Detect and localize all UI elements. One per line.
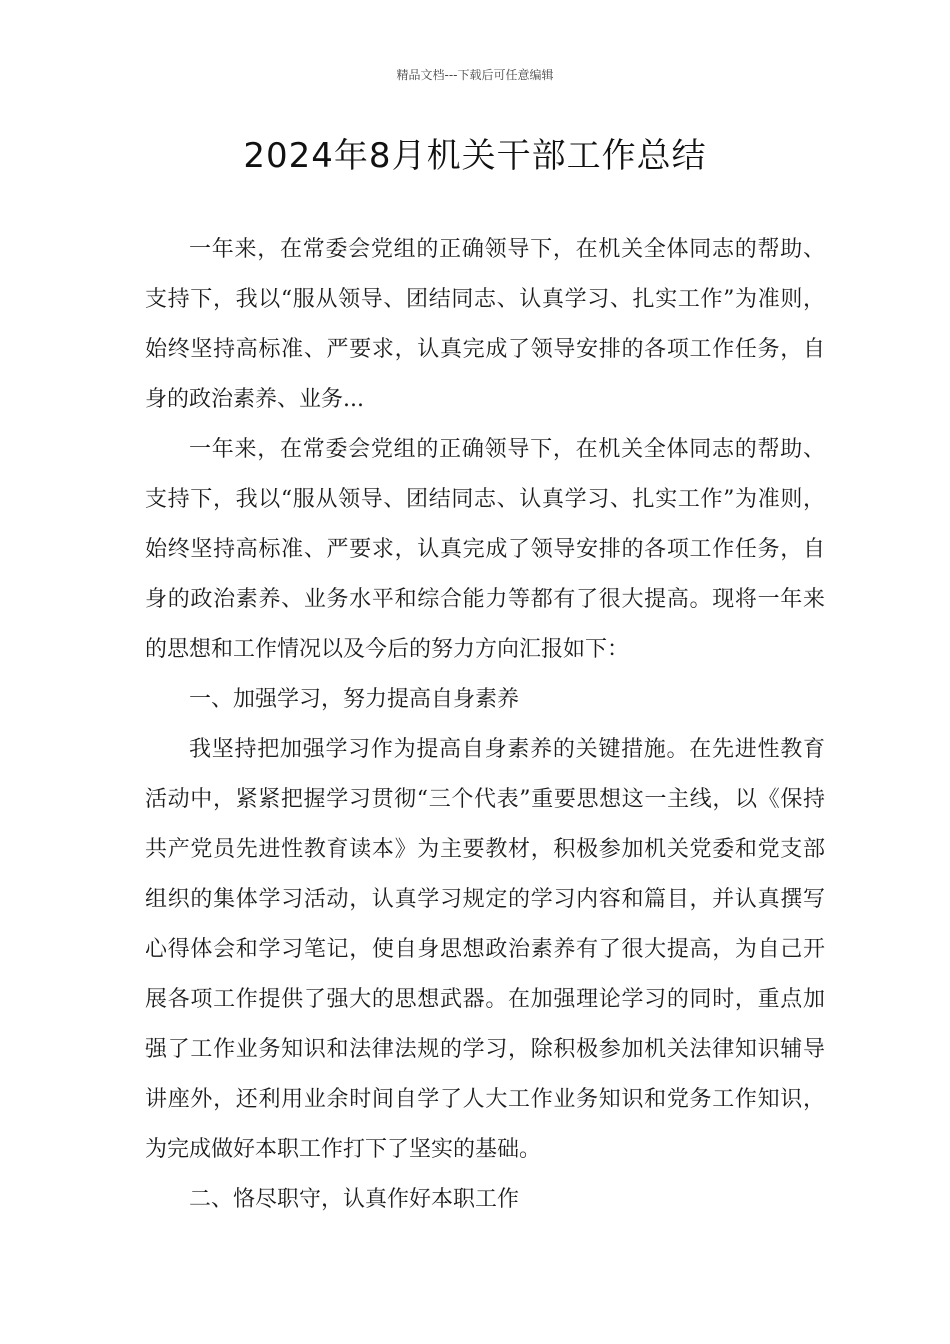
section-heading-1: 一、加强学习，努力提高自身素养 [189, 687, 520, 712]
section-heading-2: 二、恪尽职守，认真作好本职工作 [189, 1187, 520, 1212]
paragraph-intro-excerpt: 一年来，在常委会党组的正确领导下，在机关全体同志的帮助、支持下，我以“服从领导、团结同志、认真学习、扎实工作”为准则，始终坚持高标准、严要求，认真完成了领导安排的各项工作任务，自身的政治素养、业务... [145, 237, 825, 412]
header-note: 精品文档---下载后可任意编辑 [396, 68, 554, 82]
document-body [145, 225, 825, 1225]
paragraph-intro-full: 一年来，在常委会党组的正确领导下，在机关全体同志的帮助、支持下，我以“服从领导、团结同志、认真学习、扎实工作”为准则，始终坚持高标准、严要求，认真完成了领导安排的各项工作任务，自身的政治素养、业务水平和综合能力等都有了很大提高。现将一年来的思想和工作情况以及今后的努力方向汇报如下： [145, 437, 825, 662]
paragraph-study: 我坚持把加强学习作为提高自身素养的关键措施。在先进性教育活动中，紧紧把握学习贯彻“三个代表”重要思想这一主线，以《保持共产党员先进性教育读本》为主要教材，积极参加机关党委和党支部组织的集体学习活动，认真学习规定的学习内容和篇目，并认真撰写心得体会和学习笔记，使自身思想政治素养有了很大提高，为自己开展各项工作提供了强大的思想武器。在加强理论学习的同时，重点加强了工作业务知识和法律法规的学习，除积极参加机关法律知识辅导讲座外，还利用业余时间自学了人大工作业务知识和党务工作知识，为完成做好本职工作打下了坚实的基础。 [145, 737, 825, 1162]
document-title: 2024年8月机关干部工作总结 [243, 136, 707, 176]
